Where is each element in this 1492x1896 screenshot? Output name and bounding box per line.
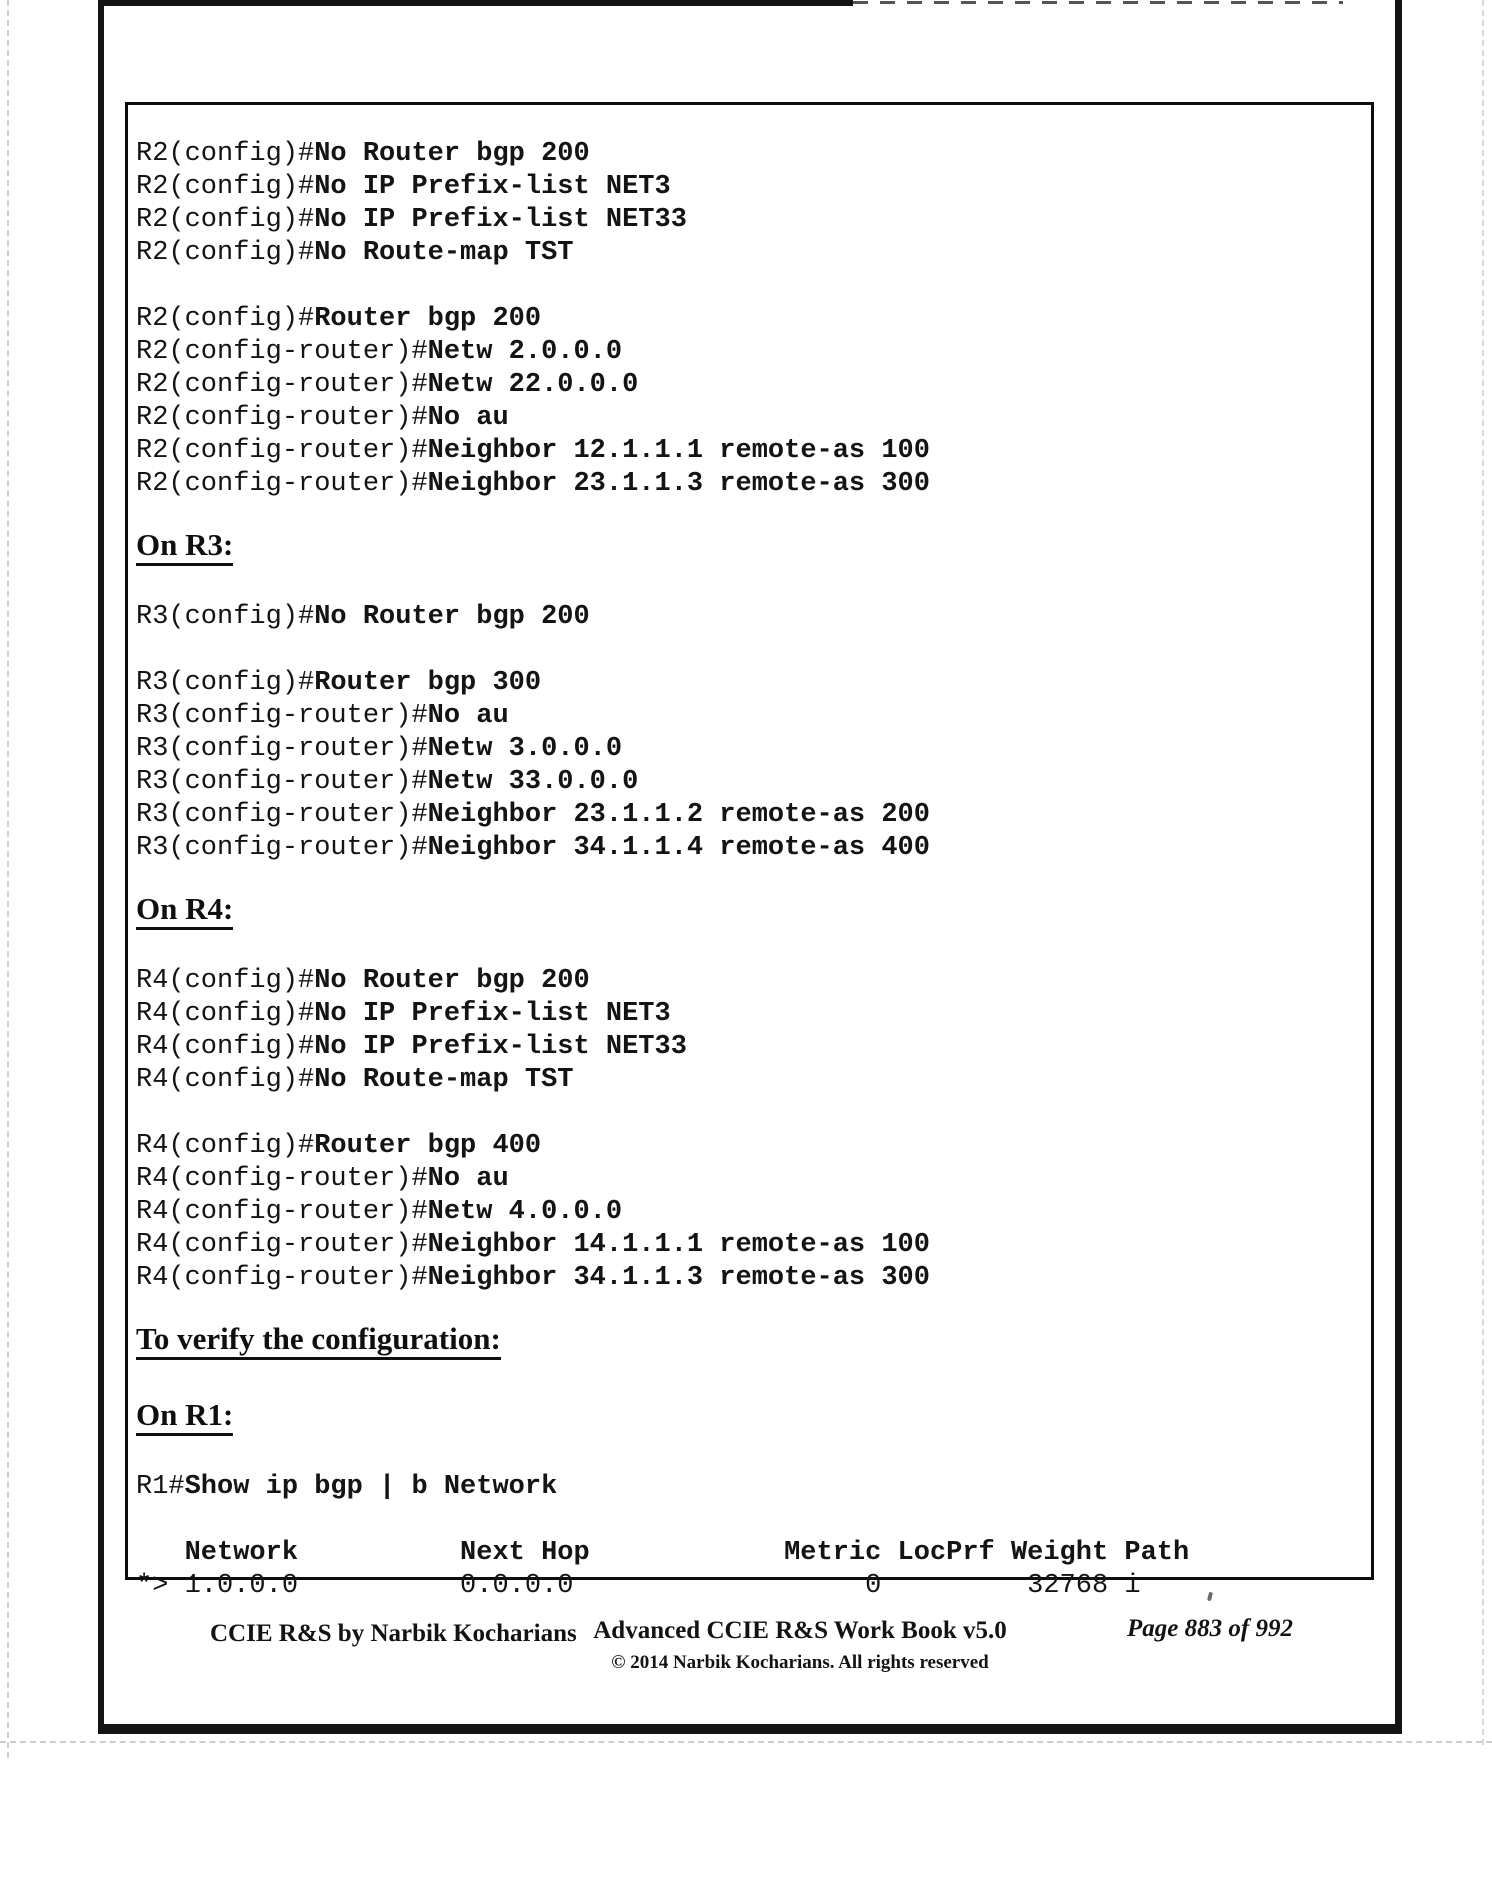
console-command: Show ip bgp | b Network [184, 1472, 558, 1502]
scan-edge-artifact-bottom [0, 1741, 1492, 1743]
section-heading-text: On R3: [136, 527, 233, 566]
console-prompt: R4(config-router)# [136, 1197, 428, 1227]
console-line [136, 1471, 1361, 1504]
console-blank-line [136, 1504, 1361, 1537]
console-command: No IP Prefix-list NET3 [314, 172, 671, 202]
console-line [136, 1031, 1361, 1064]
console-command: Router bgp 300 [314, 668, 542, 698]
console-command: No Router bgp 200 [314, 602, 590, 632]
page-border-frame [98, 0, 1402, 1734]
scan-edge-artifact-left [7, 0, 9, 1758]
console-prompt: R4(config-router)# [136, 1263, 428, 1293]
scan-edge-artifact-right [1482, 0, 1484, 1745]
console-command: Netw 3.0.0.0 [427, 734, 623, 764]
console-command: Netw 33.0.0.0 [427, 767, 639, 797]
console-prompt: R3(config-router)# [136, 734, 428, 764]
console-line [136, 435, 1361, 468]
page-border-top-line [104, 0, 1395, 6]
console-line [136, 1130, 1361, 1163]
console-prompt: R2(config)# [136, 205, 315, 235]
console-prompt: R4(config)# [136, 966, 315, 996]
console-line [136, 799, 1361, 832]
console-line [136, 237, 1361, 270]
console-prompt: R4(config)# [136, 999, 315, 1029]
console-line [136, 667, 1361, 700]
section-heading [136, 525, 1361, 571]
footer-center-block [540, 1616, 1060, 1675]
console-prompt: R4(config)# [136, 1065, 315, 1095]
console-line [136, 998, 1361, 1031]
section-heading-text: To verify the configuration: [136, 1321, 501, 1360]
footer-book-title: Advanced CCIE R&S Work Book v5.0 [593, 1617, 1007, 1644]
console-prompt: R2(config)# [136, 172, 315, 202]
console-line [136, 1196, 1361, 1229]
console-prompt: R4(config)# [136, 1131, 315, 1161]
console-command: No Router bgp 200 [314, 966, 590, 996]
console-command: No Router bgp 200 [314, 139, 590, 169]
bgp-table-row: *> 1.0.0.0 0.0.0.0 0 32768 i [136, 1570, 1361, 1603]
console-line [136, 468, 1361, 501]
console-command: Netw 4.0.0.0 [427, 1197, 623, 1227]
console-prompt: R3(config)# [136, 668, 315, 698]
console-prompt: R2(config-router)# [136, 436, 428, 466]
console-command: No IP Prefix-list NET3 [314, 999, 671, 1029]
console-command: No au [427, 701, 509, 731]
console-line [136, 336, 1361, 369]
console-line [136, 204, 1361, 237]
console-command: Neighbor 23.1.1.2 remote-as 200 [427, 800, 930, 830]
console-command: Neighbor 34.1.1.4 remote-as 400 [427, 833, 930, 863]
console-line [136, 1064, 1361, 1097]
console-prompt: R3(config-router)# [136, 701, 428, 731]
section-heading [136, 1319, 1361, 1365]
console-line [136, 1262, 1361, 1295]
console-line [136, 733, 1361, 766]
section-heading-text: On R1: [136, 1397, 233, 1436]
console-content [136, 138, 1361, 1603]
console-prompt: R2(config)# [136, 139, 315, 169]
console-command: Neighbor 14.1.1.1 remote-as 100 [427, 1230, 930, 1260]
console-prompt: R2(config-router)# [136, 337, 428, 367]
console-line [136, 601, 1361, 634]
console-prompt: R4(config-router)# [136, 1164, 428, 1194]
console-blank-line [136, 1097, 1361, 1130]
console-line [136, 766, 1361, 799]
footer-author: CCIE R&S by Narbik Kocharians [210, 1620, 577, 1647]
console-command: Netw 2.0.0.0 [427, 337, 623, 367]
console-line [136, 965, 1361, 998]
console-line [136, 369, 1361, 402]
console-line [136, 138, 1361, 171]
console-command: No au [427, 1164, 509, 1194]
footer-page-number: Page 883 of 992 [1127, 1615, 1293, 1642]
console-command: No Route-map TST [314, 238, 574, 268]
console-line [136, 832, 1361, 865]
console-prompt: R2(config-router)# [136, 370, 428, 400]
console-line [136, 171, 1361, 204]
console-command: No Route-map TST [314, 1065, 574, 1095]
console-blank-line [136, 634, 1361, 667]
section-heading-text: On R4: [136, 891, 233, 930]
console-command: Neighbor 12.1.1.1 remote-as 100 [427, 436, 930, 466]
console-prompt: R4(config)# [136, 1032, 315, 1062]
console-command: Neighbor 34.1.1.3 remote-as 300 [427, 1263, 930, 1293]
footer-copyright: © 2014 Narbik Kocharians. All rights reserved [611, 1652, 989, 1673]
console-output-panel [125, 102, 1374, 1601]
console-prompt: R1# [136, 1472, 185, 1502]
console-command: Router bgp 400 [314, 1131, 542, 1161]
console-prompt: R3(config-router)# [136, 767, 428, 797]
console-prompt: R4(config-router)# [136, 1230, 428, 1260]
console-command: Netw 22.0.0.0 [427, 370, 639, 400]
bgp-table-header: Network Next Hop Metric LocPrf Weight Path [136, 1538, 1190, 1568]
console-command: Router bgp 200 [314, 304, 542, 334]
console-prompt: R2(config)# [136, 238, 315, 268]
console-prompt: R2(config-router)# [136, 403, 428, 433]
console-line [136, 402, 1361, 435]
console-line [136, 1229, 1361, 1262]
console-blank-line [136, 270, 1361, 303]
console-prompt: R3(config)# [136, 602, 315, 632]
console-prompt: R2(config)# [136, 304, 315, 334]
console-prompt: R2(config-router)# [136, 469, 428, 499]
console-prompt: R3(config-router)# [136, 800, 428, 830]
console-command: No au [427, 403, 509, 433]
console-line [136, 1163, 1361, 1196]
console-command: No IP Prefix-list NET33 [314, 205, 687, 235]
section-heading [136, 889, 1361, 935]
console-prompt: R3(config-router)# [136, 833, 428, 863]
section-heading [136, 1395, 1361, 1441]
console-line [136, 700, 1361, 733]
console-command: Neighbor 23.1.1.3 remote-as 300 [427, 469, 930, 499]
console-line [136, 303, 1361, 336]
console-command: No IP Prefix-list NET33 [314, 1032, 687, 1062]
